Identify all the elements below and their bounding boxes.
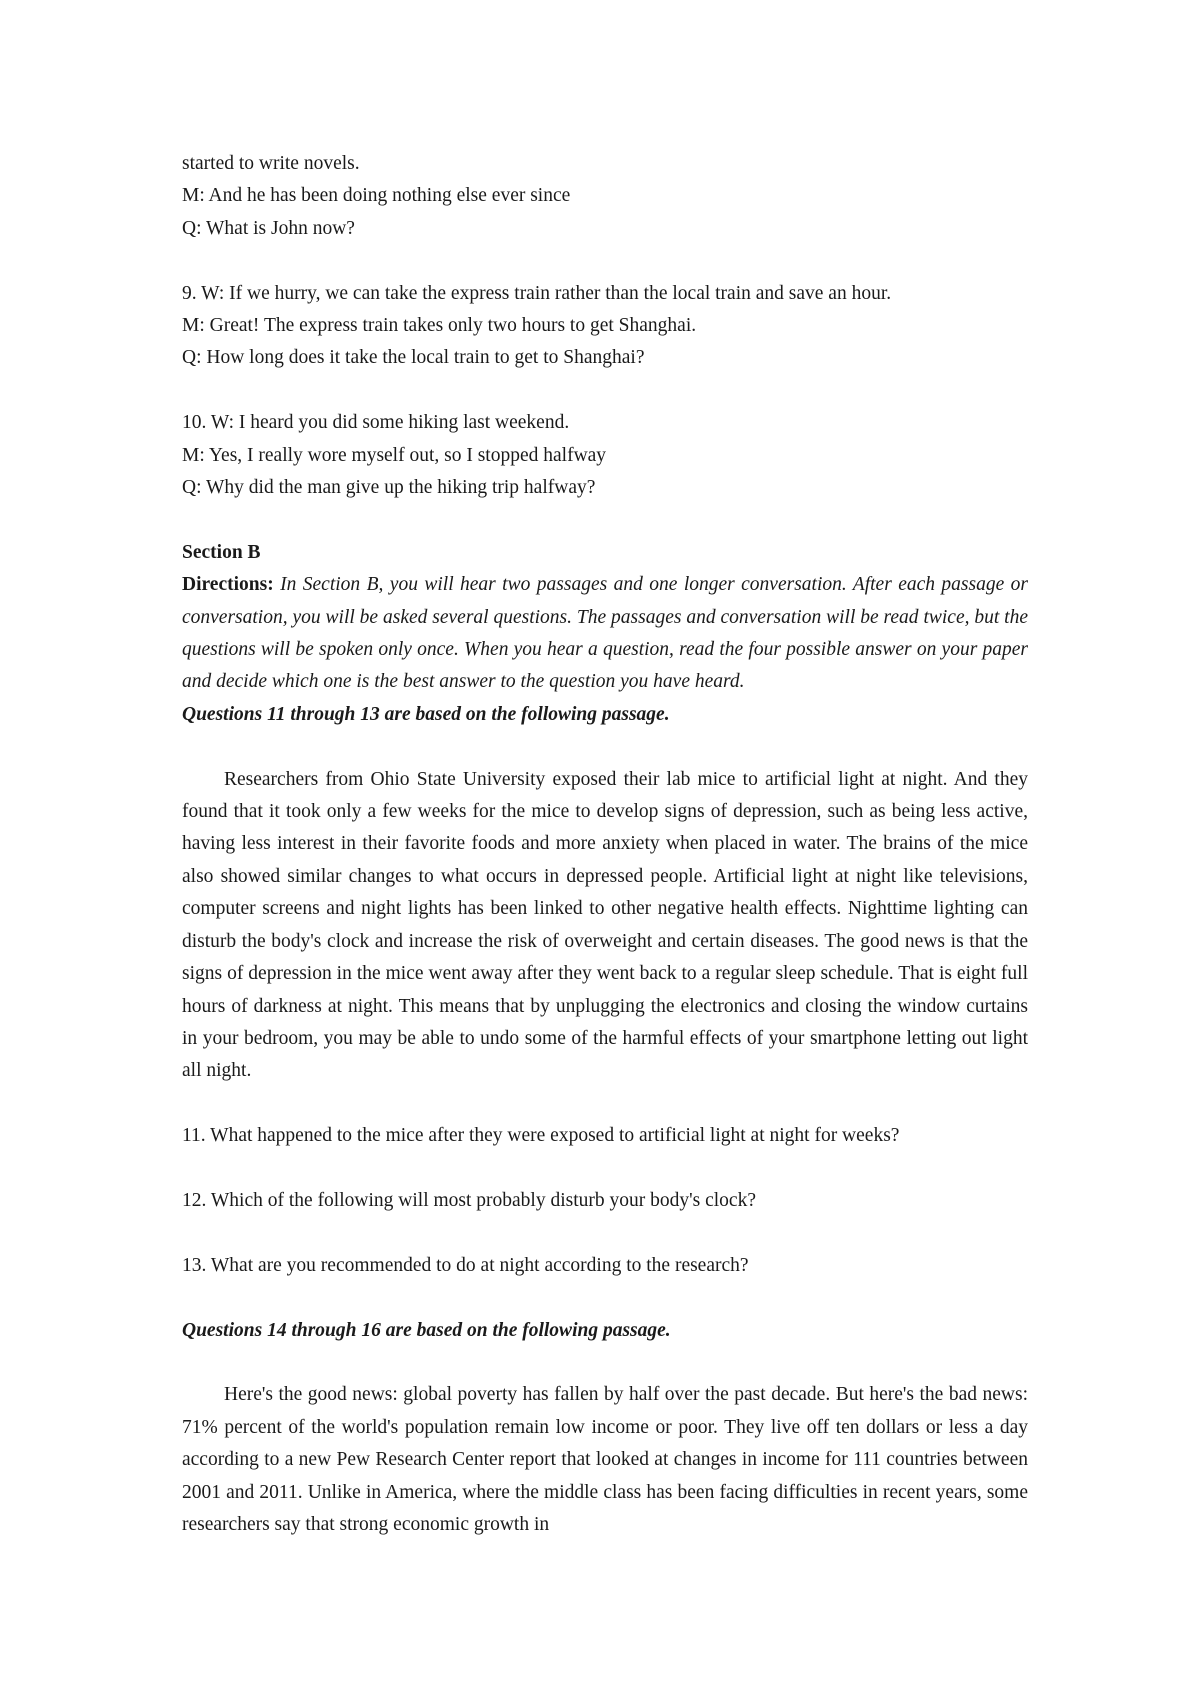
dialogue-10-line-1: 10. W: I heard you did some hiking last weekend.	[182, 412, 570, 434]
document-page	[182, 148, 1028, 1541]
question-13: 13. What are you recommended to do at night according to the research?	[182, 1254, 749, 1276]
dialogue-9-line-1: 9. W: If we hurry, we can take the express train rather than the local train and save an hour.	[182, 282, 892, 304]
dialogue-8-end-question: Q: What is John now?	[182, 217, 355, 239]
directions-label: Directions:	[182, 574, 274, 596]
dialogue-10-question: Q: Why did the man give up the hiking trip halfway?	[182, 477, 596, 499]
blank-line	[182, 1217, 1028, 1249]
dialogue-9-line-2: M: Great! The express train takes only two hours to get Shanghai.	[182, 315, 697, 337]
directions-text: In Section B, you will hear two passages and one longer conversation. After each passage or conversation, you will be asked several questions. The passages and conversation will be read twice, but the questions will be spoken only once. When you hear a question, read the four possible answer on your paper and decide which one is the best answer to the question you have heard.	[182, 574, 1029, 693]
blank-line	[182, 731, 1028, 763]
blank-line	[182, 375, 1028, 407]
blank-line	[182, 1088, 1028, 1120]
question-12: 12. Which of the following will most probably disturb your body's clock?	[182, 1189, 756, 1211]
passage-2-heading: Questions 14 through 16 are based on the following passage.	[182, 1319, 671, 1341]
blank-line	[182, 1347, 1028, 1379]
dialogue-9-question: Q: How long does it take the local train to get to Shanghai?	[182, 347, 645, 369]
section-b-title: Section B	[182, 541, 261, 563]
blank-line	[182, 1282, 1028, 1314]
blank-line	[182, 245, 1028, 277]
section-b-directions	[182, 569, 1028, 699]
passage-1-heading: Questions 11 through 13 are based on the following passage.	[182, 703, 670, 725]
question-11: 11. What happened to the mice after they were exposed to artificial light at night for weeks?	[182, 1125, 900, 1147]
passage-1-text: Researchers from Ohio State University exposed their lab mice to artificial light at night. And they found that it took only a few weeks for the mice to develop signs of depression, such as being less active, having less interest in their favorite foods and more anxiety when placed in water. The brains of the mice also showed similar changes to what occurs in depressed people. Artificial light at night like televisions, computer screens and night lights has been linked to other negative health effects. Nighttime lighting can disturb the body's clock and increase the risk of overweight and certain diseases. The good news is that the signs of depression in the mice went away after they went back to a regular sleep schedule. That is eight full hours of darkness at night. This means that by unplugging the electronics and closing the window curtains in your bedroom, you may be able to undo some of the harmful effects of your smartphone letting out light all night.	[182, 768, 1028, 1082]
blank-line	[182, 1153, 1028, 1185]
dialogue-8-end-line-2: M: And he has been doing nothing else ever since	[182, 185, 571, 207]
dialogue-8-end-line-1: started to write novels.	[182, 153, 360, 174]
dialogue-10-line-2: M: Yes, I really wore myself out, so I stopped halfway	[182, 444, 607, 466]
passage-2-text: Here's the good news: global poverty has fallen by half over the past decade. But here's the bad news: 71% percent of the world's population remain low income or poor. They live off ten dollars or less a day according to a new Pew Research Center report that looked at changes in income for 111 countries between 2001 and 2011. Unlike in America, where the middle class has been facing difficulties in recent years, some researchers say that strong economic growth in	[182, 1384, 1028, 1535]
blank-line	[182, 504, 1028, 536]
